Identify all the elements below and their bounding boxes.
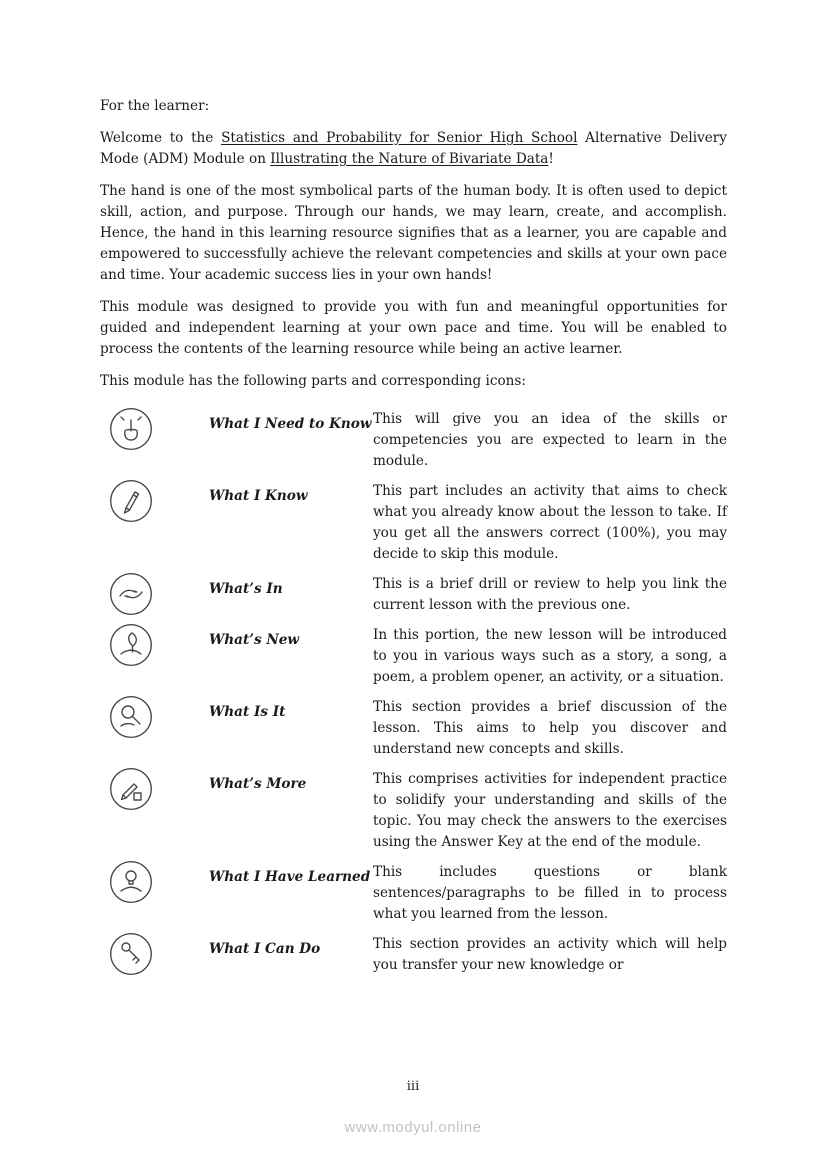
for-learner-heading: For the learner: — [100, 98, 210, 114]
module-part-description: This includes questions or blank sentences/paragraphs to be filled in to process what you learned from the lesson. — [373, 864, 727, 922]
module-part-label: What I Need to Know — [209, 416, 372, 432]
module-design-paragraph: This module was designed to provide you with fun and meaningful opportunities for guided and independent learning at your own pace and time. You will be enabled to process the contents of the learning resource while being an active learner. — [100, 299, 727, 357]
linking-hands-icon — [109, 572, 153, 616]
module-part-description: This part includes an activity that aims to check what you already know about the lesson to take. If you get all the answers correct (100%), you may decide to skip this module. — [373, 483, 727, 562]
module-series-title: Statistics and Probability for Senior High School — [221, 130, 578, 146]
module-part-label: What’s More — [209, 776, 307, 792]
leaf-hand-icon — [109, 623, 153, 667]
tap-hand-icon — [109, 407, 153, 451]
welcome-text: Alternative Delivery Mode (ADM) Module on — [100, 130, 727, 167]
table-row — [100, 932, 727, 976]
writing-hand-icon — [109, 767, 153, 811]
module-part-label: What I Have Learned — [209, 869, 371, 885]
table-row — [100, 695, 727, 760]
welcome-text: ! — [548, 151, 554, 167]
page-number: iii — [406, 1079, 420, 1094]
module-topic-title: Illustrating the Nature of Bivariate Data — [270, 151, 549, 167]
module-part-label: What I Can Do — [209, 941, 321, 957]
magnifier-hand-icon — [109, 695, 153, 739]
watermark-text: www.modyul.online — [344, 1119, 482, 1136]
table-row — [100, 623, 727, 688]
module-part-label: What I Know — [209, 488, 308, 504]
welcome-paragraph — [100, 128, 727, 170]
table-row — [100, 860, 727, 925]
pencil-hand-icon — [109, 479, 153, 523]
parts-intro-paragraph: This module has the following parts and corresponding icons: — [100, 373, 526, 389]
table-row — [100, 572, 727, 616]
hand-symbolism-paragraph: The hand is one of the most symbolical parts of the human body. It is often used to depict skill, action, and purpose. Through our hands, we may learn, create, and accomplish. Hence, the hand in this learning resource signifies that as a learner, you are capable and empowered to successfully achieve the relevant competencies and skills at your own pace and time. Your academic success lies in your own hands! — [100, 183, 727, 283]
welcome-text: Welcome to the — [100, 130, 222, 146]
bulb-hand-icon — [109, 860, 153, 904]
table-row — [100, 767, 727, 853]
module-part-description: This is a brief drill or review to help you link the current lesson with the previous one. — [373, 576, 727, 613]
module-part-description: This will give you an idea of the skills or competencies you are expected to learn in the module. — [373, 411, 727, 469]
table-row — [100, 407, 727, 472]
module-part-description: This section provides a brief discussion of the lesson. This aims to help you discover and understand new concepts and skills. — [373, 699, 727, 757]
module-part-description: This section provides an activity which will help you transfer your new knowledge or — [373, 936, 727, 973]
table-row — [100, 479, 727, 565]
module-part-label: What’s In — [209, 581, 283, 597]
key-hand-icon — [109, 932, 153, 976]
module-parts-table — [100, 407, 727, 976]
module-part-label: What Is It — [209, 704, 286, 720]
module-part-label: What’s New — [209, 632, 300, 648]
module-part-description: This comprises activities for independent practice to solidify your understanding and skills of the topic. You may check the answers to the exercises using the Answer Key at the end of the module. — [373, 771, 727, 850]
module-part-description: In this portion, the new lesson will be introduced to you in various ways such as a story, a song, a poem, a problem opener, an activity, or a situation. — [373, 627, 727, 685]
